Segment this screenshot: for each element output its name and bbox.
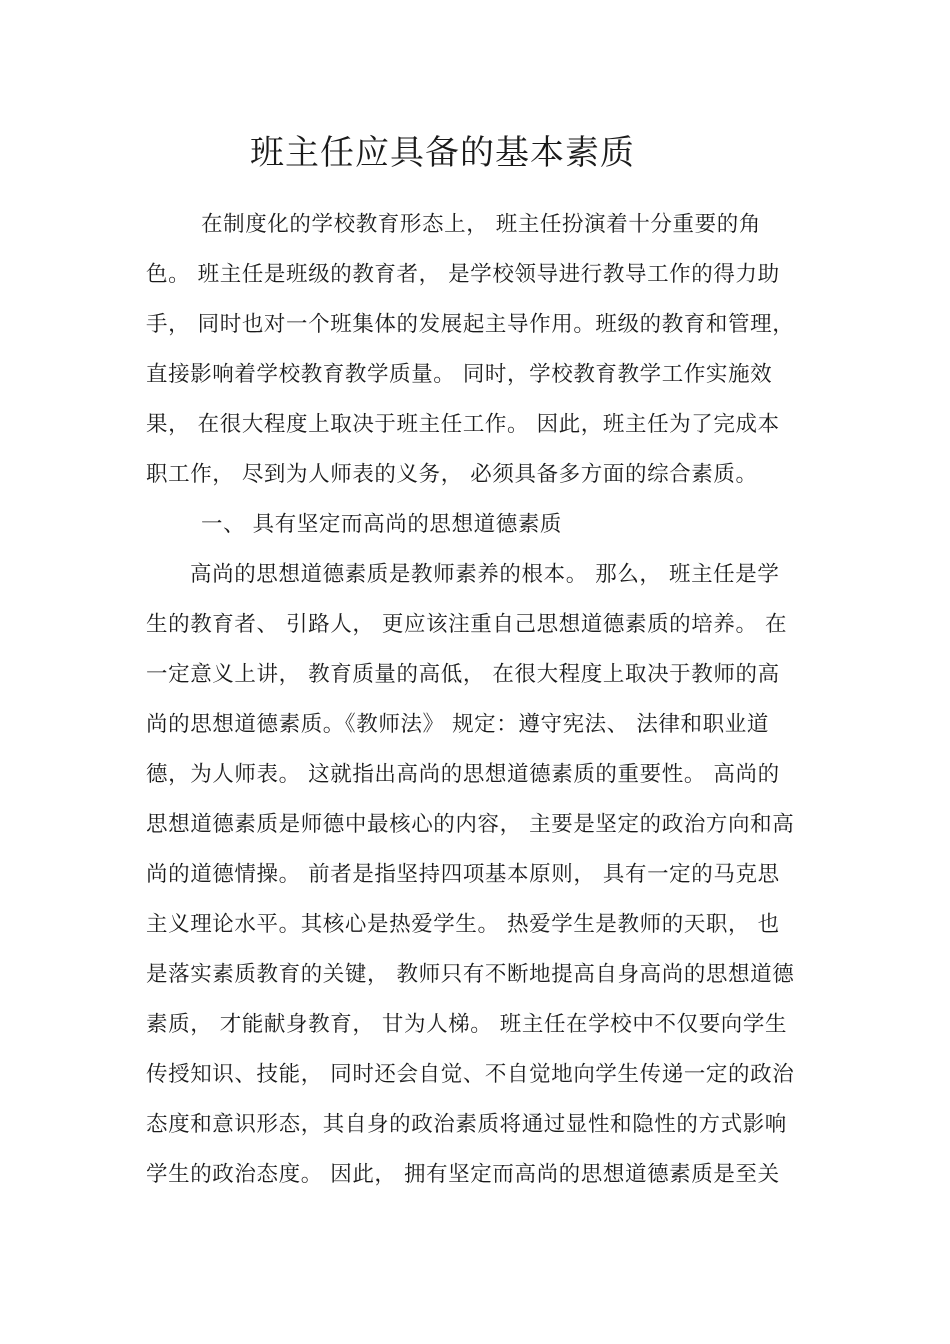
text-line: 是落实素质教育的关键， 教师只有不断地提高自身高尚的思想道德	[146, 962, 795, 987]
text-line: 思想道德素质是师德中最核心的内容， 主要是坚定的政治方向和高	[146, 812, 795, 837]
text-line: 素质， 才能献身教育， 甘为人梯。 班主任在学校中不仅要向学生	[146, 1012, 788, 1037]
text-line: 手， 同时也对一个班集体的发展起主导作用。班级的教育和管理，	[146, 312, 795, 337]
section-heading: 一、 具有坚定而高尚的思想道德素质	[201, 512, 563, 537]
document-title: 班主任应具备的基本素质	[250, 133, 635, 173]
text-line: 主义理论水平。其核心是热爱学生。 热爱学生是教师的天职， 也	[146, 912, 780, 937]
text-line: 尚的道德情操。 前者是指坚持四项基本原则， 具有一定的马克思	[146, 862, 780, 887]
text-line: 传授知识、技能， 同时还会自觉、不自觉地向学生传递一定的政治	[146, 1062, 795, 1087]
text-line: 果， 在很大程度上取决于班主任工作。 因此，班主任为了完成本	[146, 412, 780, 437]
text-line: 尚的思想道德素质。《教师法》 规定：遵守宪法、 法律和职业道	[146, 712, 769, 737]
text-line: 态度和意识形态，其自身的政治素质将通过显性和隐性的方式影响	[146, 1112, 787, 1137]
text-line: 直接影响着学校教育教学质量。 同时，学校教育教学工作实施效	[146, 362, 773, 387]
text-line: 德，为人师表。 这就指出高尚的思想道德素质的重要性。 高尚的	[146, 762, 780, 787]
text-line: 在制度化的学校教育形态上， 班主任扮演着十分重要的角	[201, 212, 761, 237]
text-line: 生的教育者、 引路人， 更应该注重自己思想道德素质的培养。 在	[146, 612, 788, 637]
text-line: 学生的政治态度。 因此， 拥有坚定而高尚的思想道德素质是至关	[146, 1162, 780, 1187]
text-line: 一定意义上讲， 教育质量的高低， 在很大程度上取决于教师的高	[146, 662, 780, 687]
text-line: 职工作， 尽到为人师表的义务， 必须具备多方面的综合素质。	[146, 462, 758, 487]
text-line: 高尚的思想道德素质是教师素养的根本。 那么， 班主任是学	[190, 562, 780, 587]
text-line: 色。 班主任是班级的教育者， 是学校领导进行教导工作的得力助	[146, 262, 780, 287]
